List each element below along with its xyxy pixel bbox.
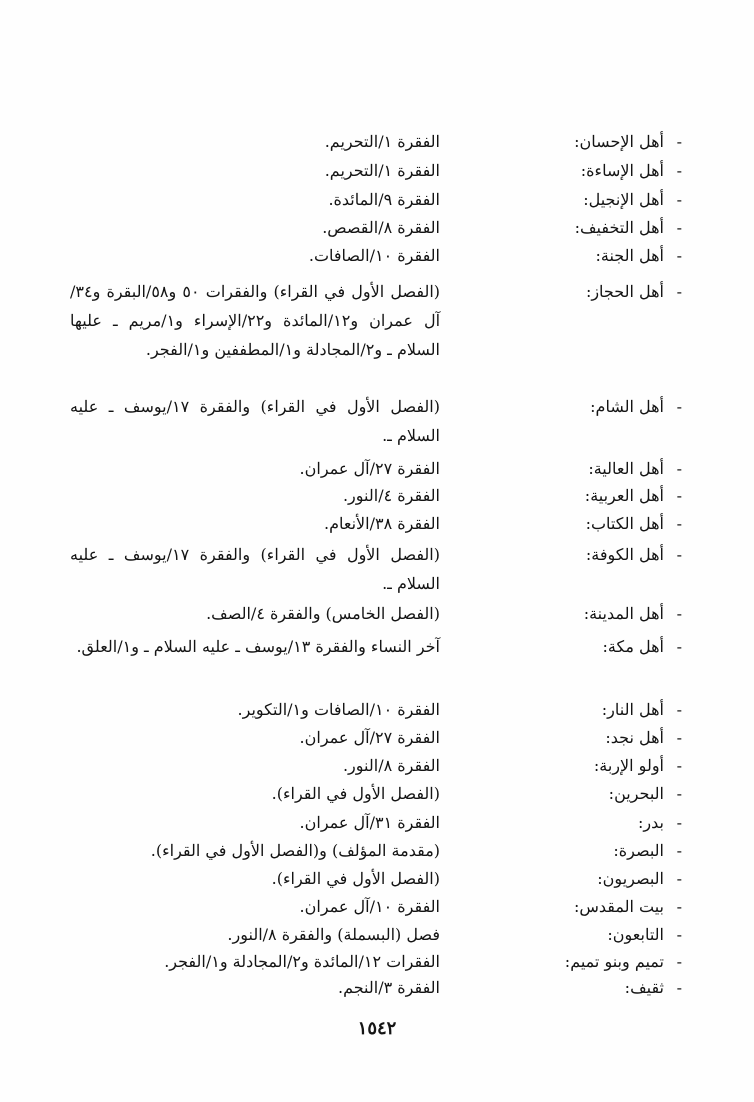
entry-reference: (الفصل الأول في القراء) والفقرة ١٧/يوسف ـ عليه السلام ـ.: [70, 545, 440, 593]
entry-reference: آخر النساء والفقرة ١٣/يوسف ـ عليه السلام ـ و١/العلق.: [76, 637, 440, 656]
entry-term: البحرين:: [608, 784, 664, 803]
entry-dash: -: [676, 978, 682, 997]
entry-term: أهل العربية:: [584, 486, 664, 505]
entry-term: البصريون:: [597, 869, 664, 888]
entry-reference: (الفصل الأول في القراء).: [271, 869, 440, 888]
entry-term: ثقيف:: [624, 978, 664, 997]
entry-reference: الفقرة ٢٧/آل عمران.: [299, 459, 440, 478]
entry-dash: -: [676, 282, 682, 301]
entry-dash: -: [676, 246, 682, 265]
entry-reference: (الفصل الأول في القراء) والفقرة ١٧/يوسف ـ عليه السلام ـ.: [70, 397, 440, 445]
entry-term: أهل الكوفة:: [585, 545, 664, 564]
entry-reference: الفقرة ٩/المائدة.: [328, 190, 440, 209]
entry-term: بيت المقدس:: [573, 897, 664, 916]
entry-reference: الفقرة ٣١/آل عمران.: [299, 813, 440, 832]
entry-term: أهل الشام:: [590, 397, 664, 416]
entry-reference: (الفصل الخامس) والفقرة ٤/الصف.: [206, 604, 440, 623]
entry-dash: -: [676, 604, 682, 623]
entry-dash: -: [676, 545, 682, 564]
entry-dash: -: [676, 841, 682, 860]
entry-term: التابعون:: [607, 925, 664, 944]
entry-dash: -: [676, 756, 682, 775]
entry-term: أهل الحجاز:: [585, 282, 664, 301]
entry-term: البصرة:: [613, 841, 664, 860]
entry-dash: -: [676, 700, 682, 719]
entry-dash: -: [676, 161, 682, 180]
entry-term: أهل التخفيف:: [574, 218, 664, 237]
entry-reference: الفقرة ١/التحريم.: [324, 161, 440, 180]
entry-term: أهل العالية:: [588, 459, 664, 478]
entry-reference: الفقرة ١٠/آل عمران.: [299, 897, 440, 916]
entry-reference: (الفصل الأول في القراء) والفقرات ٥٠ و٥٨/البقرة و٣٤/آل عمران و١٢/المائدة و٢٢/الإسراء و١/مريم ـ عليها السلام ـ و٢/المجادلة و١/المطففين و١/الفجر.: [70, 282, 441, 359]
entry-reference: الفقرة ٢٧/آل عمران.: [299, 728, 440, 747]
entry-term: أهل المدينة:: [583, 604, 664, 623]
entry-reference: الفقرات ١٢/المائدة و٢/المجادلة و١/الفجر.: [164, 952, 440, 971]
entry-term: أهل مكة:: [602, 637, 664, 656]
entry-reference: الفقرة ١٠/الصافات و١/التكوير.: [237, 700, 440, 719]
entry-term: تميم وبنو تميم:: [564, 952, 664, 971]
entry-reference: (مقدمة المؤلف) و(الفصل الأول في القراء).: [150, 841, 440, 860]
entry-dash: -: [676, 397, 682, 416]
entry-term: أهل الجنة:: [595, 246, 664, 265]
entry-reference: الفقرة ٣٨/الأنعام.: [324, 514, 440, 533]
entry-term: أهل الإنجيل:: [583, 190, 664, 209]
entry-dash: -: [676, 514, 682, 533]
entry-dash: -: [676, 728, 682, 747]
entry-dash: -: [676, 132, 682, 151]
entry-term: أهل الإساءة:: [580, 161, 664, 180]
page-number: ١٥٤٢: [357, 1018, 397, 1039]
entry-term: بدر:: [638, 813, 664, 832]
entry-reference: فصل (البسملة) والفقرة ٨/النور.: [227, 925, 440, 944]
entry-dash: -: [676, 218, 682, 237]
entry-reference: الفقرة ٨/النور.: [342, 756, 440, 775]
entry-term: أهل النار:: [601, 700, 664, 719]
entry-reference: الفقرة ٤/النور.: [342, 486, 440, 505]
entry-dash: -: [676, 637, 682, 656]
entry-reference: (الفصل الأول في القراء).: [271, 784, 440, 803]
entry-dash: -: [676, 486, 682, 505]
entry-reference: الفقرة ٨/القصص.: [322, 218, 440, 237]
entry-term: أهل نجد:: [605, 728, 664, 747]
entry-reference: الفقرة ١٠/الصافات.: [308, 246, 440, 265]
entry-dash: -: [676, 897, 682, 916]
entry-dash: -: [676, 813, 682, 832]
entry-dash: -: [676, 784, 682, 803]
entry-dash: -: [676, 925, 682, 944]
entry-reference: الفقرة ٣/النجم.: [337, 978, 440, 997]
entry-dash: -: [676, 190, 682, 209]
entry-term: أهل الكتاب:: [585, 514, 664, 533]
entry-dash: -: [676, 869, 682, 888]
entry-term: أهل الإحسان:: [574, 132, 664, 151]
entry-dash: -: [676, 952, 682, 971]
entry-term: أولو الإربة:: [593, 756, 664, 775]
entry-reference: الفقرة ١/التحريم.: [324, 132, 440, 151]
entry-dash: -: [676, 459, 682, 478]
